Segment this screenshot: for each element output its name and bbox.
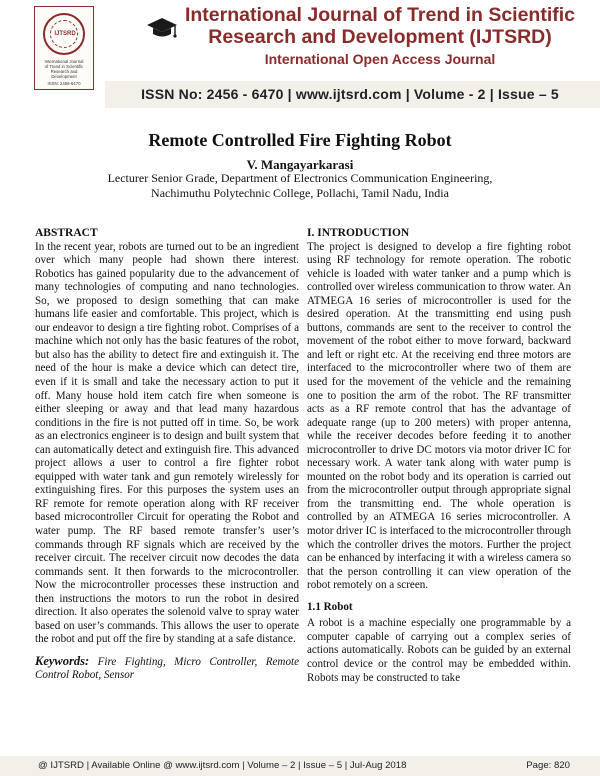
logo-caption-4: Development	[51, 74, 77, 79]
logo-seal-inner	[50, 20, 78, 48]
graduation-cap-icon	[146, 16, 178, 40]
logo-caption-1: International Journal	[44, 59, 84, 64]
logo-caption-2: of Trend in Scientific	[44, 64, 84, 69]
logo-seal-text: IJTSRD	[54, 31, 76, 37]
footer-page-number: Page: 820	[526, 760, 570, 771]
robot-subheading: 1.1 Robot	[307, 600, 353, 613]
journal-title-line2: Research and Development (IJTSRD)	[208, 26, 552, 48]
robot-body: A robot is a machine especially one programmable by a computer capable of carrying out a complex series of actions automatically. Robots can be guided by an external control device or the control may be embedded within. Robots may be constructed to take	[307, 617, 571, 684]
keywords-list: Fire Fighting, Micro Controller, Remote Control Robot, Sensor	[35, 655, 299, 682]
author-affiliation	[0, 171, 600, 200]
keywords	[35, 655, 299, 683]
introduction-body: The project is designed to develop a fire fighting robot using RF technology for remote operation. The robotic vehicle is loaded with water tanker and a pump which is controlled over wireless communication to throw water. An ATMEGA 16 series of microcontroller is used for the desired operation. At the transmitting end using push buttons, commands are sent to the receiver to control the movement of the robot either to move forward, backward and left or right etc. At the receiving end three motors are interfaced to the microcontroller where two of them are used for the movement of the vehicle and the remaining one to position the arm of the robot. The RF transmitter acts as a RF remote control that has the advantage of adequate range (up to 200 meters) with proper antenna, while the receiver decodes before feeding it to another microcontroller to drive DC motors via motor driver IC for necessary work. A water tank along with water pump is mounted on the robot body and its operation is carried out from the microcontroller output through appropriate signal from the transmitting end. The whole operation is controlled by an ATMEGA 16 series microcontroller. A motor driver IC is interfaced to the microcontroller through which the controller drives the motors. Further the project can be enhanced by interfacing it with a wireless camera so that the person controlling it can view operation of the robot remotely on a screen.	[307, 240, 571, 592]
affiliation-line2: Nachimuthu Polytechnic College, Pollachi, Tamil Nadu, India	[151, 185, 449, 200]
journal-logo	[34, 6, 94, 90]
paper-title: Remote Controlled Fire Fighting Robot	[148, 130, 452, 150]
affiliation-line1: Lecturer Senior Grade, Department of Electronics Communication Engineering,	[107, 171, 493, 185]
abstract-body: In the recent year, robots are turned out to be an ingredient over which many people had shown there interest. Robotics has gained popularity due to the advancement of many technologies of computing and nano technologies. So, we proposed to design something that can make humans life easier and comfortable. This project, which is our endeavor to design a tire fighting robot. Comprises of a machine which not only has the basic features of the robot, but also has the ability to detect fire and extinguish it. The need of the hour is make a device which can detect tire, even if it is small and take the necessary action to put it off. Many house hold item catch fire when someone is either sleeping or away and that lead many hazardous conditions in the fire is not putted off in time. So, be work as an electronics engineer is to design and built system that can automatically detect and extinguish fire. This advanced project allows a user to control a fire fighter robot equipped with water tank and gun remotely wirelessly for extinguishing fires. For this purposes the system uses an RF remote for remote operation along with RF receiver based microcontroller Circuit for operating the Robot and water pump. The RF based remote transfer’s user’s commands through RF signals which are received by the receiver circuit. The receiver circuit now decodes the data commands sent. It then forwards to the microcontroller. Now the microcontroller processes these instruction and then instructions the motors to run the robot in desired direction. It also operates the solenoid valve to spray water based on user’s commands. This allows the user to operate the robot and put off the fire by standing at a safe distance.	[35, 240, 299, 646]
logo-caption-5: ISSN: 2456-6470	[47, 81, 81, 86]
open-access-label: International Open Access Journal	[264, 51, 496, 67]
journal-header	[0, 0, 600, 112]
footer-left: @ IJTSRD | Available Online @ www.ijtsrd.com | Volume – 2 | Issue – 5 | Jul-Aug 2018	[38, 760, 407, 771]
issn-line: ISSN No: 2456 - 6470 | www.ijtsrd.com | Volume - 2 | Issue – 5	[141, 86, 559, 102]
journal-title-line1: International Journal of Trend in Scientific	[184, 4, 576, 26]
logo-caption-3: Research and	[50, 69, 78, 74]
right-column	[307, 227, 571, 685]
introduction-heading: I. INTRODUCTION	[307, 227, 410, 239]
paper-author: V. Mangayarkarasi	[246, 157, 354, 172]
keywords-label: Keywords:	[35, 653, 90, 668]
abstract-heading: ABSTRACT	[35, 227, 98, 239]
left-column	[35, 227, 299, 683]
journal-title	[180, 4, 580, 48]
logo-seal	[43, 13, 85, 55]
